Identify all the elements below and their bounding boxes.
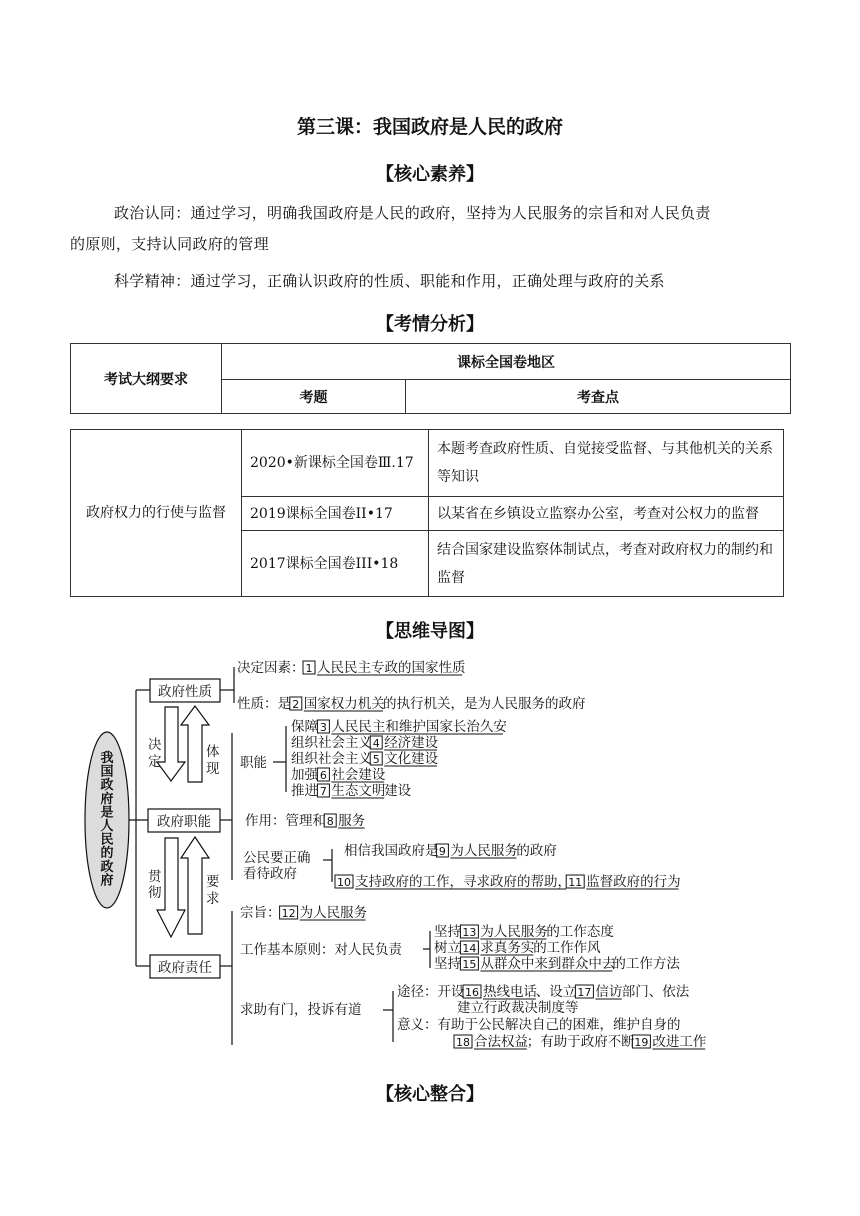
cell-topic: 2017课标全国卷III•18 bbox=[242, 531, 429, 597]
way-line2: 建立行政裁决制度等 bbox=[457, 1000, 579, 1016]
answer-text: 人民民主专政的国家性质 bbox=[317, 660, 466, 676]
map-text: 部门、依法 bbox=[621, 984, 690, 1000]
answer-text: 服务 bbox=[338, 813, 366, 829]
root-char: 民 bbox=[100, 832, 114, 848]
header-requirement: 考试大纲要求 bbox=[71, 344, 222, 414]
cell-point: 本题考查政府性质、自觉接受监督、与其他机关的关系等知识 bbox=[429, 430, 784, 497]
map-text: 树立 bbox=[434, 940, 461, 956]
blank-number: 2 bbox=[292, 698, 300, 711]
map-text: 组织社会主义 bbox=[291, 751, 372, 767]
answer-text: 为人民服务 bbox=[450, 843, 518, 859]
citizen-label: 公民要正确 bbox=[243, 850, 311, 866]
answer-text: 合法权益 bbox=[474, 1034, 528, 1050]
map-text: 组织社会主义 bbox=[291, 735, 372, 751]
blank-number: 10 bbox=[337, 876, 351, 889]
answer-text: 求真务实 bbox=[480, 940, 535, 956]
map-text: 途径：开设 bbox=[397, 984, 465, 1000]
arrow-label-require: 求 bbox=[206, 891, 220, 907]
cell-topic: 2020•新课标全国卷Ⅲ.17 bbox=[242, 430, 429, 497]
map-text: 坚持 bbox=[434, 956, 461, 972]
map-text: 性质：是 bbox=[237, 696, 291, 712]
answer-text: 热线电话 bbox=[483, 984, 537, 1000]
map-text: 的工作方法 bbox=[612, 956, 680, 972]
arrow-label-implement: 彻 bbox=[148, 885, 162, 901]
answer-text: 为人民服务 bbox=[480, 924, 548, 940]
root-char: 的 bbox=[100, 846, 114, 862]
root-char: 人 bbox=[100, 819, 114, 834]
cell-point: 以某省在乡镇设立监察办公室，考查对公权力的监督 bbox=[429, 497, 784, 531]
root-char: 政 bbox=[100, 778, 114, 794]
root-char: 我 bbox=[100, 751, 114, 766]
map-text: 作用：管理和 bbox=[245, 813, 326, 829]
answer-text: 改进工作 bbox=[652, 1034, 707, 1050]
node-duty: 政府责任 bbox=[158, 960, 212, 976]
map-text: ；有助于政府不断 bbox=[526, 1034, 635, 1050]
answer-text: 监督政府的行为 bbox=[586, 874, 681, 890]
answer-text: 从群众中来到群众中去 bbox=[480, 956, 616, 972]
paragraph-line: 的原则，支持认同政府的管理 bbox=[70, 235, 269, 253]
node-function: 政府职能 bbox=[157, 814, 211, 830]
node-nature: 政府性质 bbox=[158, 684, 212, 700]
citizen-label: 看待政府 bbox=[243, 866, 297, 882]
blank-number: 3 bbox=[319, 721, 327, 734]
cell-point: 结合国家建设监察体制试点，考查对政府权力的制约和监督 bbox=[429, 531, 784, 597]
root-char: 府 bbox=[100, 791, 114, 807]
blank-number: 12 bbox=[281, 907, 296, 920]
page-title: 第三课：我国政府是人民的政府 bbox=[296, 116, 563, 138]
blank-number: 4 bbox=[372, 737, 380, 750]
blank-number: 18 bbox=[456, 1036, 470, 1049]
header-topic: 考题 bbox=[222, 380, 406, 414]
answer-text: 生态文明 bbox=[331, 783, 386, 799]
map-text: 相信我国政府是 bbox=[344, 843, 439, 859]
header-region: 课标全国卷地区 bbox=[222, 344, 791, 380]
arrow-require bbox=[181, 837, 209, 934]
arrow-label-embody: 体 bbox=[206, 744, 220, 760]
map-text: 宗旨： bbox=[240, 905, 281, 921]
duty-principle: 工作基本原则：对人民负责 bbox=[240, 942, 402, 958]
blank-number: 5 bbox=[372, 753, 380, 766]
paragraph-line: 科学精神：通过学习，正确认识政府的性质、职能和作用，正确处理与政府的关系 bbox=[114, 272, 665, 290]
root-char: 府 bbox=[100, 873, 114, 889]
blank-number: 9 bbox=[438, 845, 446, 858]
duty-complain: 求助有门，投诉有道 bbox=[240, 1002, 362, 1018]
blank-number: 13 bbox=[462, 926, 477, 939]
map-text: 建设 bbox=[384, 783, 412, 799]
meaning-line1: 意义：有助于公民解决自己的困难，维护自身的 bbox=[397, 1017, 681, 1033]
answer-text: 支持政府的工作，寻求政府的帮助， bbox=[355, 874, 571, 890]
answer-text: 经济建设 bbox=[384, 735, 439, 751]
answer-text: 人民民主和维护国家长治久安 bbox=[331, 719, 507, 735]
blank-number: 19 bbox=[634, 1036, 649, 1049]
map-text: 坚持 bbox=[434, 924, 461, 940]
answer-text: 文化建设 bbox=[384, 751, 439, 767]
arrow-label-implement: 贯 bbox=[148, 869, 162, 885]
functions-label: 职能 bbox=[240, 755, 267, 771]
root-char: 国 bbox=[100, 764, 114, 780]
answer-text: 为人民服务 bbox=[299, 905, 368, 921]
blank-number: 14 bbox=[462, 942, 477, 955]
paragraph-line: 政治认同：通过学习，明确我国政府是人民的政府，坚持为人民服务的宗旨和对人民负责 bbox=[114, 204, 711, 222]
map-text: 的工作态度 bbox=[546, 924, 614, 940]
blank-number: 6 bbox=[319, 769, 327, 782]
section-analysis: 【考情分析】 bbox=[376, 314, 484, 335]
map-text: 、设立 bbox=[535, 984, 577, 1000]
arrow-label-require: 要 bbox=[206, 874, 220, 890]
header-point: 考查点 bbox=[406, 380, 791, 414]
arrow-embody bbox=[181, 706, 209, 782]
blank-number: 17 bbox=[577, 986, 592, 999]
map-text: 的工作作风 bbox=[533, 940, 601, 956]
map-text: 决定因素： bbox=[237, 660, 305, 676]
blank-number: 7 bbox=[319, 785, 327, 798]
answer-text: 国家权力机关 bbox=[303, 696, 385, 712]
arrow-label-embody: 现 bbox=[206, 761, 220, 777]
blank-number: 15 bbox=[462, 958, 477, 971]
blank-number: 8 bbox=[326, 815, 334, 828]
section-integration: 【核心整合】 bbox=[376, 1084, 484, 1105]
answer-text: 信访 bbox=[595, 984, 623, 1000]
blank-number: 16 bbox=[465, 986, 479, 999]
blank-number: 11 bbox=[568, 876, 583, 889]
root-char: 政 bbox=[100, 859, 114, 875]
cell-topic: 2019课标全国卷II•17 bbox=[242, 497, 429, 531]
arrow-label-decide: 决 bbox=[148, 737, 162, 753]
root-char: 是 bbox=[100, 805, 114, 821]
arrow-label-decide: 定 bbox=[148, 754, 162, 770]
answer-text: 社会建设 bbox=[331, 767, 386, 783]
map-text: 加强 bbox=[291, 767, 318, 783]
section-mindmap: 【思维导图】 bbox=[376, 621, 484, 642]
section-core: 【核心素养】 bbox=[376, 164, 484, 185]
map-text: 保障 bbox=[291, 719, 318, 735]
blank-number: 1 bbox=[305, 662, 313, 675]
map-text: 推进 bbox=[291, 783, 318, 799]
requirement-text: 政府权力的行使与监督 bbox=[86, 505, 226, 521]
map-text: 的政府 bbox=[516, 843, 557, 859]
map-text: 的执行机关，是为人民服务的政府 bbox=[383, 696, 586, 712]
